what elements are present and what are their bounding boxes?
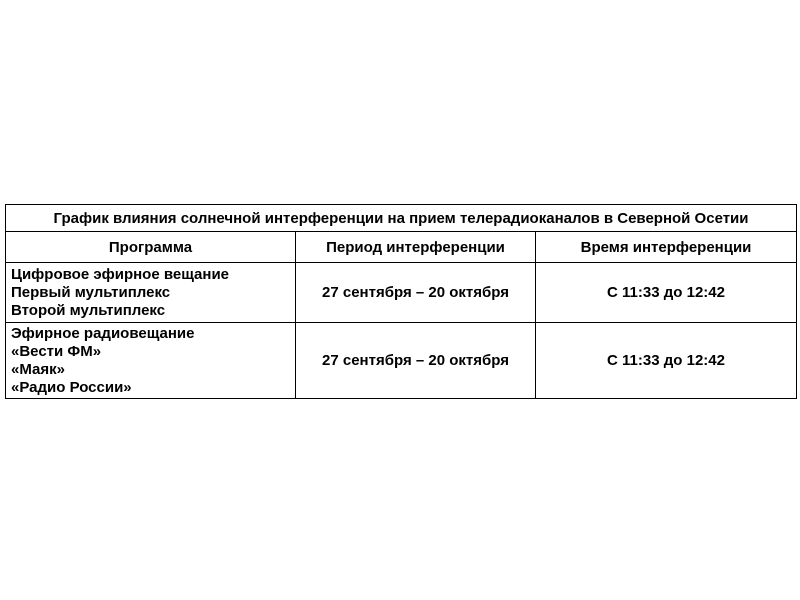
program-line: «Вести ФМ» (11, 342, 102, 360)
period-cell: 27 сентября – 20 октября (296, 263, 536, 323)
program-line: Первый мультиплекс (11, 283, 171, 301)
period-cell: 27 сентября – 20 октября (296, 323, 536, 399)
table-title: График влияния солнечной интерференции на прием телерадиоканалов в Северной Осетии (6, 205, 797, 232)
program-line: Второй мультиплекс (11, 301, 166, 319)
header-program: Программа (6, 232, 296, 263)
table-row (6, 323, 797, 399)
program-line: Цифровое эфирное вещание (11, 265, 230, 283)
time-cell: С 11:33 до 12:42 (536, 323, 797, 399)
interference-schedule-table (5, 204, 797, 399)
table-title-row (6, 205, 797, 232)
time-cell: С 11:33 до 12:42 (536, 263, 797, 323)
program-line: Эфирное радиовещание (11, 324, 195, 342)
program-cell (6, 323, 296, 399)
program-line: «Радио России» (11, 378, 132, 396)
table-header-row (6, 232, 797, 263)
header-period: Период интерференции (296, 232, 536, 263)
table-row (6, 263, 797, 323)
header-time: Время интерференции (536, 232, 797, 263)
program-cell (6, 263, 296, 323)
program-line: «Маяк» (11, 360, 65, 378)
